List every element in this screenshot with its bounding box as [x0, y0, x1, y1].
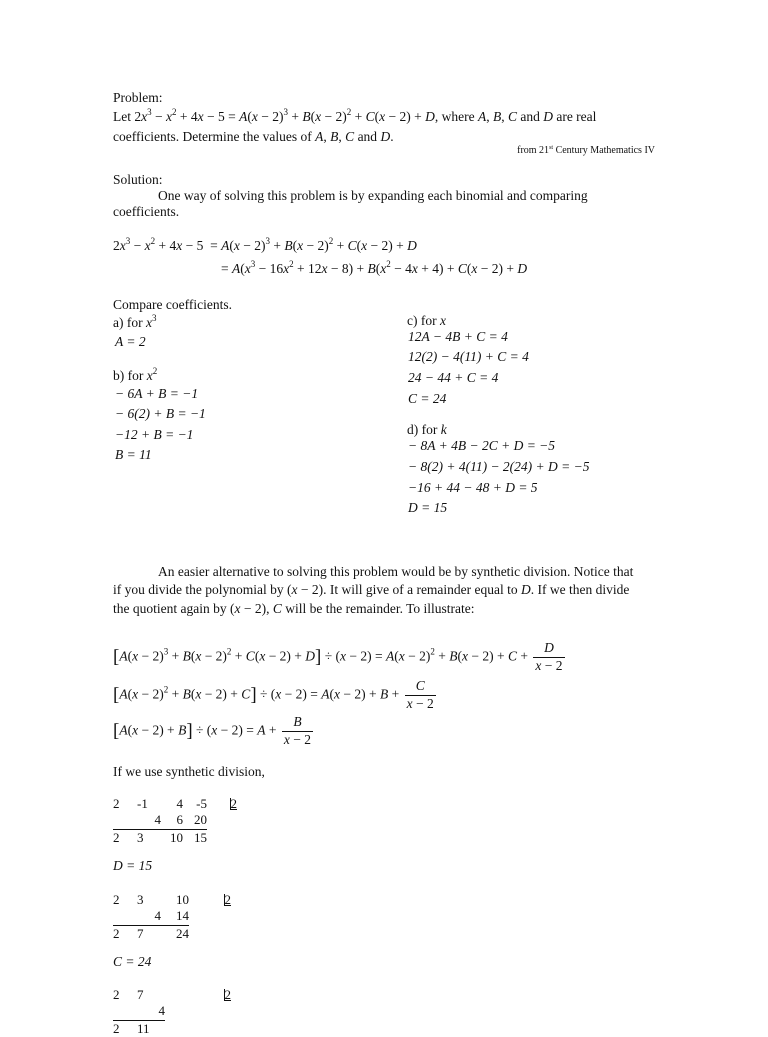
result-d: D = 15 — [113, 858, 153, 873]
case-b-label: b) for $x^2$ — [113, 366, 158, 383]
solution-intro-line1: One way of solving this problem is by expanding each binomial and comparing — [158, 188, 588, 203]
case-c-line: 24 − 44 + C = 4 — [408, 370, 499, 385]
case-d-line: −16 + 44 − 48 + D = 5 — [408, 480, 538, 495]
expansion-line2: = $A(x^3 - 16x^2 + 12x - 8) + B(x^2 - 4x + 4) + C(x - 2) + D$ — [221, 259, 528, 276]
division-identity-3: [A(x − 2) + B] ÷ (x − 2) = A + $\frac{B}{x - 2}$ — [113, 714, 312, 747]
problem-statement-line1: Let $2x^3 - x^2 + 4x - 5 = A(x - 2)^3 + B(x - 2)^2 + C(x - 2) + D$, where A, B, C and D are real — [113, 107, 597, 124]
case-d-line: − 8(2) + 4(11) − 2(24) + D = −5 — [408, 459, 590, 474]
compare-heading: Compare coefficients. — [113, 297, 232, 312]
case-d-label: d) for k — [407, 422, 447, 437]
division-identity-1: $[A(x - 2)^3 + B(x - 2)^2 + C(x - 2) + D] \div (x - 2) = A(x - 2)^2 + B(x - 2) + C$ + $\frac{D}{x - 2}$ — [113, 640, 563, 673]
alt-paragraph-line3: the quotient again by (x − 2), C will be the remainder. To illustrate: — [113, 601, 475, 616]
source-citation: from 21st Century Mathematics IV — [517, 145, 655, 156]
case-b-line: − 6(2) + B = −1 — [115, 406, 206, 421]
case-c-line: 12A − 4B + C = 4 — [408, 329, 508, 344]
case-d-line: − 8A + 4B − 2C + D = −5 — [408, 438, 556, 453]
case-c-line: C = 24 — [408, 391, 447, 406]
problem-statement-line2: coefficients. Determine the values of A, B, C and D. — [113, 129, 394, 144]
solution-heading: Solution: — [113, 172, 163, 187]
synthetic-table-2: 2 3 10 2 4 14 2 7 24 — [113, 892, 231, 941]
synthetic-intro: If we use synthetic division, — [113, 764, 265, 779]
case-b-line: −12 + B = −1 — [115, 427, 194, 442]
result-c: C = 24 — [113, 954, 152, 969]
case-a-result: A = 2 — [115, 334, 146, 349]
synthetic-table-3: 2 7 2 4 2 11 — [113, 987, 231, 1036]
case-c-label: c) for x — [407, 313, 446, 328]
case-a-label: a) for $x^3$ — [113, 313, 157, 330]
solution-intro-line2: coefficients. — [113, 204, 180, 219]
alt-paragraph-line2: if you divide the polynomial by (x − 2). It will give of a remainder equal to D. If we then divide — [113, 582, 630, 597]
problem-heading: Problem: — [113, 90, 163, 105]
division-identity-2: $[A(x - 2)^2 + B(x - 2) + C] \div (x - 2) = A(x - 2) + B$ + $\frac{C}{x - 2}$ — [113, 678, 434, 711]
expansion-line1: $2x^3 - x^2 + 4x - 5 = A(x - 2)^3 + B(x - 2)^2 + C(x - 2) + D$ — [113, 236, 417, 253]
case-b-line: B = 11 — [115, 447, 152, 462]
case-c-line: 12(2) − 4(11) + C = 4 — [408, 349, 529, 364]
case-d-line: D = 15 — [408, 500, 448, 515]
synthetic-table-1: 2 -1 4 -5 2 4 6 20 2 3 10 15 — [113, 796, 237, 845]
case-b-line: − 6A + B = −1 — [115, 386, 199, 401]
alt-paragraph-line1: An easier alternative to solving this problem would be by synthetic division. Notice that — [158, 564, 634, 579]
